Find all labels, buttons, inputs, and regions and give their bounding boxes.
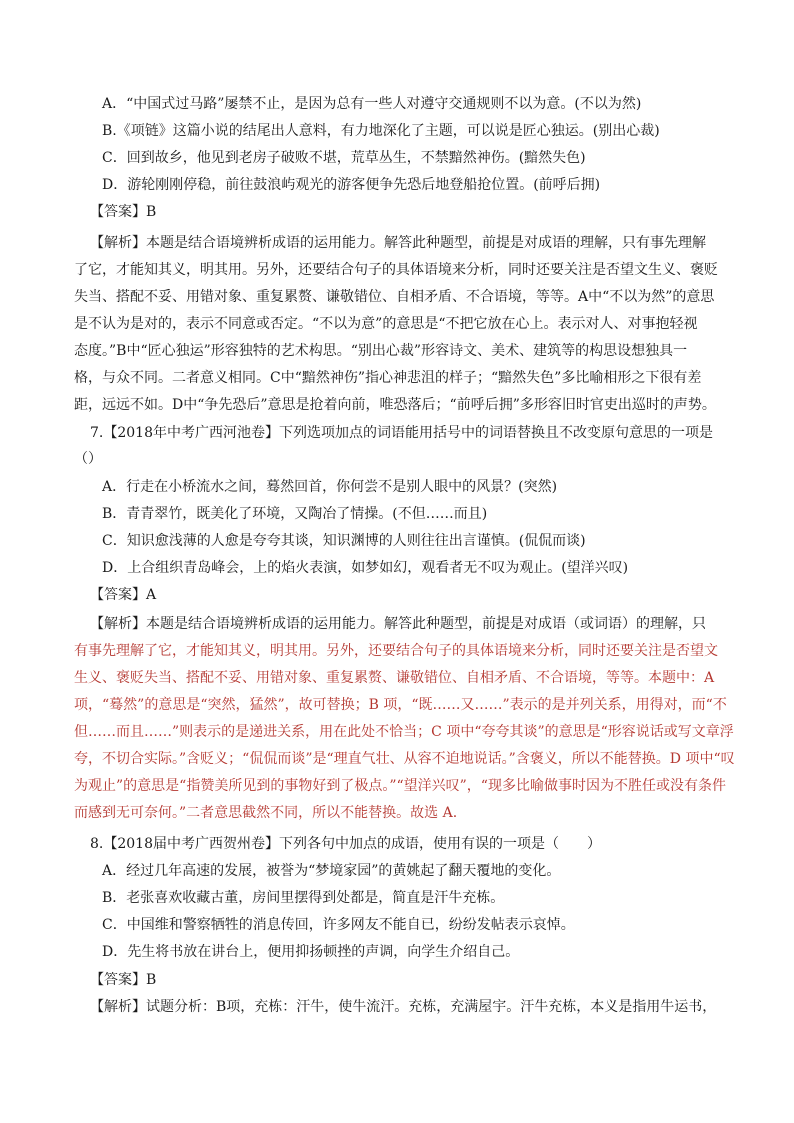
q7-analysis-line: 【解析】本题是结合语境辨析成语的运用能力。解答此种题型，前提是对成语（或词语）的理解，只: [90, 616, 706, 632]
q8-option-c: C．中国维和警察牺牲的消息传回，许多网友不能自已，纷纷发帖表示哀悼。: [102, 917, 575, 933]
q7-option-b: B．青青翠竹，既美化了环境，又陶冶了情操。(不但……而且): [102, 506, 488, 522]
q7-analysis-line: 生义、褒贬失当、搭配不妥、用错对象、重复累赘、谦敬错位、自相矛盾、不合语境，等等。本题中：A: [74, 670, 715, 686]
q6-option-c: C．回到故乡，他见到老房子破败不堪，荒草丛生，不禁黯然神伤。(黯然失色): [102, 150, 586, 166]
q7-stem-continued: （）: [74, 451, 102, 467]
q7-analysis-line: 但……而且……”则表示的是递进关系，用在此处不恰当；C 项中“夸夸其谈”的意思是“形容说话或写文章浮: [74, 724, 734, 740]
q6-analysis-line: 【解析】本题是结合语境辨析成语的运用能力。解答此种题型，前提是对成语的理解，只有事先理解: [90, 235, 706, 251]
q8-answer: 【答案】B: [90, 972, 157, 988]
q7-analysis-line: 夸，不切合实际。”含贬义；“侃侃而谈”是“理直气壮、从容不迫地说话。”含褒义，所以不能替换。D 项中“叹: [74, 751, 735, 767]
q8-option-d: D．先生将书放在讲台上，便用抑扬顿挫的声调，向学生介绍自己。: [102, 944, 520, 960]
q6-analysis-line: 失当、搭配不妥、用错对象、重复累赘、谦敬错位、自相矛盾、不合语境，等等。A中“不以为然”的意思: [74, 289, 715, 305]
q6-analysis-line: 距，远远不如。D中“争先恐后”意思是抢着向前，唯恐落后；“前呼后拥”多形容旧时官吏出巡时的声势。: [74, 397, 716, 413]
q6-option-a: A．“中国式过马路”屡禁不止，是因为总有一些人对遵守交通规则不以为意。(不以为然): [102, 96, 642, 112]
q7-analysis-line: 而感到无可奈何。”二者意思截然不同，所以不能替换。故选 A.: [74, 805, 458, 821]
q6-option-b: B.《项链》这篇小说的结尾出人意料，有力地深化了主题，可以说是匠心独运。(别出心裁): [102, 123, 660, 139]
q6-option-d: D．游轮刚刚停稳，前往鼓浪屿观光的游客便争先恐后地登船抢位置。(前呼后拥): [102, 177, 601, 193]
q6-analysis-line: 格，与众不同。二者意义相同。C中“黯然神伤”指心神悲沮的样子；“黯然失色”多比喻相形之下很有差: [74, 370, 702, 386]
q8-analysis-line: 【解析】试题分析：B项，充栋：汗牛，使牛流汗。充栋，充满屋宇。汗牛充栋，本义是指用牛运书，: [90, 999, 717, 1015]
q7-analysis-line: 有事先理解了它，才能知其义，明其用。另外，还要结合句子的具体语境来分析，同时还要关注是否望文: [74, 643, 718, 659]
q7-option-c: C．知识愈浅薄的人愈是夸夸其谈，知识渊博的人则往往出言谨慎。(侃侃而谈): [102, 533, 586, 549]
q7-answer: 【答案】A: [90, 587, 157, 603]
q8-option-b: B．老张喜欢收藏古董，房间里摆得到处都是，简直是汗牛充栋。: [102, 890, 505, 906]
q7-option-a: A．行走在小桥流水之间，蓦然回首，你何尝不是别人眼中的风景？(突然): [102, 479, 558, 495]
q8-option-a: A．经过几年高速的发展，被誉为“梦境家园”的黄姚起了翻天覆地的变化。: [102, 863, 561, 879]
q7-analysis-line: 项，“蓦然”的意思是“突然，猛然”，故可替换；B 项，“既……又……”表示的是并列关系，用得对，而“不: [74, 697, 727, 713]
q6-answer: 【答案】B: [90, 204, 157, 220]
q7-option-d: D．上合组织青岛峰会，上的焰火表演，如梦如幻，观看者无不叹为观止。(望洋兴叹): [102, 560, 629, 576]
q7-stem: 7.【2018年中考广西河池卷】下列选项加点的词语能用括号中的词语替换且不改变原句意思的一项是: [90, 425, 713, 441]
q6-analysis-line: 态度。”B中“匠心独运”形容独特的艺术构思。“别出心裁”形容诗文、美术、建筑等的构思设想独具一: [74, 343, 688, 359]
q7-analysis-line: 为观止”的意思是“指赞美所见到的事物好到了极点。”“望洋兴叹”，“现多比喻做事时因为不胜任或没有条件: [74, 778, 726, 794]
q6-analysis-line: 是不认为是对的，表示不同意或否定。“不以为意”的意思是“不把它放在心上。表示对人、对事抱轻视: [74, 316, 698, 332]
q6-analysis-line: 了它，才能知其义，明其用。另外，还要结合句子的具体语境来分析，同时还要关注是否望文生义、褒贬: [74, 262, 718, 278]
q8-stem: 8.【2018届中考广西贺州卷】下列各句中加点的成语，使用有误的一项是（ ）: [90, 836, 601, 852]
